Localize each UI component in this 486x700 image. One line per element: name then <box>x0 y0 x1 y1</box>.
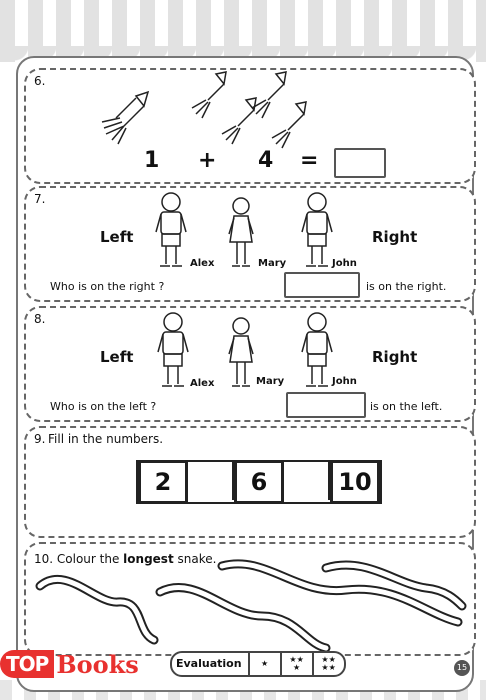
page-number: 15 <box>454 660 470 676</box>
answer-box-7[interactable] <box>284 272 360 298</box>
name-mary: Mary <box>256 376 285 387</box>
right-label: Right <box>372 228 418 246</box>
right-label: Right <box>372 348 418 366</box>
number-cell: 6 <box>234 460 284 504</box>
logo-books-text: Books <box>56 649 139 679</box>
topbooks-logo <box>0 646 139 682</box>
question-8-text: Who is on the left ? <box>50 400 157 413</box>
squid-icon <box>96 88 156 148</box>
name-john: John <box>332 258 357 269</box>
answer-box-6[interactable] <box>334 148 386 178</box>
number-sequence <box>136 460 382 504</box>
three-star-option[interactable] <box>282 653 314 675</box>
question-9-instruction: Fill in the numbers. <box>48 432 164 446</box>
question-8-suffix: is on the left. <box>370 400 443 413</box>
boy-icon <box>154 190 188 270</box>
evaluation-label: Evaluation <box>172 653 250 675</box>
question-8-number: 8. <box>34 312 46 326</box>
boy-icon <box>300 190 334 270</box>
question-9-box <box>24 426 476 538</box>
blank-cell[interactable] <box>284 462 330 500</box>
star-icon: ★ <box>260 659 269 668</box>
logo-top-text: TOP <box>0 650 54 678</box>
left-label: Left <box>100 228 134 246</box>
question-7-suffix: is on the right. <box>366 280 447 293</box>
evaluation-bar <box>170 651 346 677</box>
question-7-text: Who is on the right ? <box>50 280 165 293</box>
question-6-box <box>24 68 476 184</box>
name-alex: Alex <box>190 258 215 269</box>
name-john: John <box>332 376 357 387</box>
snake-2-icon <box>160 588 326 648</box>
boy-icon <box>156 310 190 390</box>
girl-icon <box>226 196 256 270</box>
number-cell: 2 <box>138 460 188 504</box>
question-6-number: 6. <box>34 74 46 88</box>
name-alex: Alex <box>190 378 215 389</box>
question-10-prefix: 10. Colour the <box>34 552 120 566</box>
star-icon: ★★ ★★ <box>321 655 336 672</box>
addend-2: 4 <box>258 148 274 173</box>
one-star-option[interactable] <box>250 653 282 675</box>
four-star-option[interactable] <box>314 653 344 675</box>
equals-sign: = <box>300 148 319 173</box>
question-7-number: 7. <box>34 192 46 206</box>
snakes-illustration <box>26 544 474 654</box>
addend-1: 1 <box>144 148 160 173</box>
question-7-box <box>24 186 476 302</box>
blank-cell[interactable] <box>188 462 234 500</box>
question-9-number: 9. <box>34 432 46 446</box>
star-icon: ★★ ★ <box>289 655 304 672</box>
question-10-box <box>24 542 476 656</box>
answer-box-8[interactable] <box>286 392 366 418</box>
question-10-suffix: snake. <box>177 552 217 566</box>
number-cell: 10 <box>330 460 380 504</box>
question-8-box <box>24 306 476 422</box>
question-10-emphasis: longest <box>123 552 174 566</box>
squid-group-icon <box>186 70 326 150</box>
boy-icon <box>300 310 334 390</box>
plus-sign: + <box>198 148 217 173</box>
name-mary: Mary <box>258 258 287 269</box>
girl-icon <box>226 316 256 390</box>
left-label: Left <box>100 348 134 366</box>
